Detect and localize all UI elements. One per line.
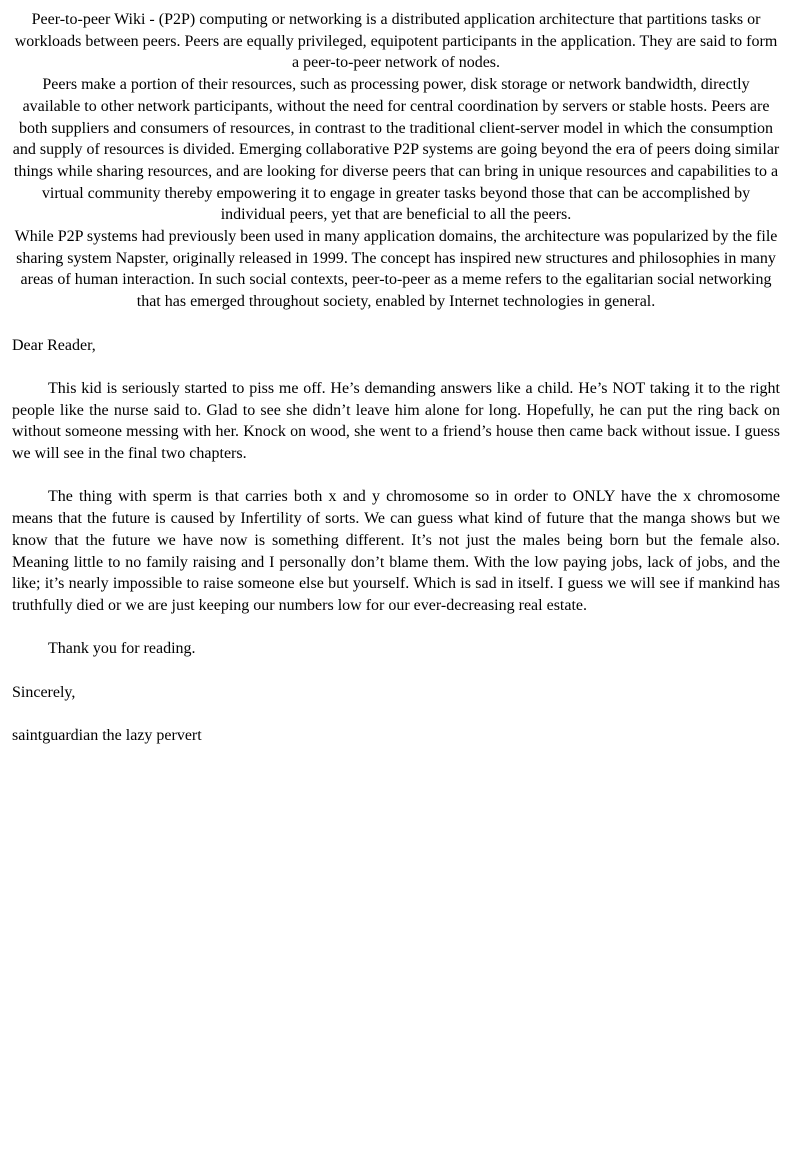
wiki-paragraph-1: Peer-to-peer Wiki - (P2P) computing or networking is a distributed application architecture that partitions tasks or workloads between peers. Peers are equally privileged, equipotent participants in the application. They are said to form a peer-to-peer network of nodes.: [14, 11, 778, 72]
document-page: [12, 9, 780, 769]
letter-signature: saintguardian the lazy pervert: [12, 727, 202, 745]
letter-closing: Sincerely,: [12, 683, 76, 701]
wiki-paragraph-3: While P2P systems had previously been used in many application domains, the architecture was popularized by the file sharing system Napster, originally released in 1999. The concept has inspired new structures and philosophies in many areas of human interaction. In such social contexts, peer-to-peer as a meme refers to the egalitarian social networking that has emerged throughout society, enabled by Internet technologies in general.: [14, 228, 778, 311]
letter-greeting: Dear Reader,: [12, 336, 96, 354]
wiki-excerpt: [12, 9, 780, 313]
wiki-paragraph-2: Peers make a portion of their resources, such as processing power, disk storage or network bandwidth, directly available to other network participants, without the need for central coordination by servers or stable hosts. Peers are both suppliers and consumers of resources, in contrast to the traditional client-server model in which the consumption and supply of resources is divided. Emerging collaborative P2P systems are going beyond the era of peers doing similar things while sharing resources, and are looking for diverse peers that can bring in unique resources and capabilities to a virtual community thereby empowering it to engage in greater tasks beyond those that can be accomplished by individual peers, yet that are beneficial to all the peers.: [12, 76, 780, 224]
letter-paragraph-2: The thing with sperm is that carries both x and y chromosome so in order to ONLY have the x chromosome means that the future is caused by Infertility of sorts. We can guess what kind of future that the manga shows but we know that the future we have now is something different. It’s not just the males being born but the female also. Meaning little to no family raising and I personally don’t blame them. With the low paying jobs, lack of jobs, and the like; it’s nearly impossible to raise someone else but yourself. Which is sad in itself. I guess we will see if mankind has truthfully died or we are just keeping our numbers low for our ever-decreasing real estate.: [12, 488, 780, 614]
letter-paragraph-1: This kid is seriously started to piss me off. He’s demanding answers like a child. He’s NOT taking it to the right people like the nurse said to. Glad to see she didn’t leave him alone for long. Hopefully, he can put the ring back on without someone messing with her. Knock on wood, she went to a friend’s house then came back without issue. I guess we will see in the final two chapters.: [12, 379, 780, 463]
letter: [12, 335, 780, 747]
letter-thanks: Thank you for reading.: [48, 640, 196, 658]
